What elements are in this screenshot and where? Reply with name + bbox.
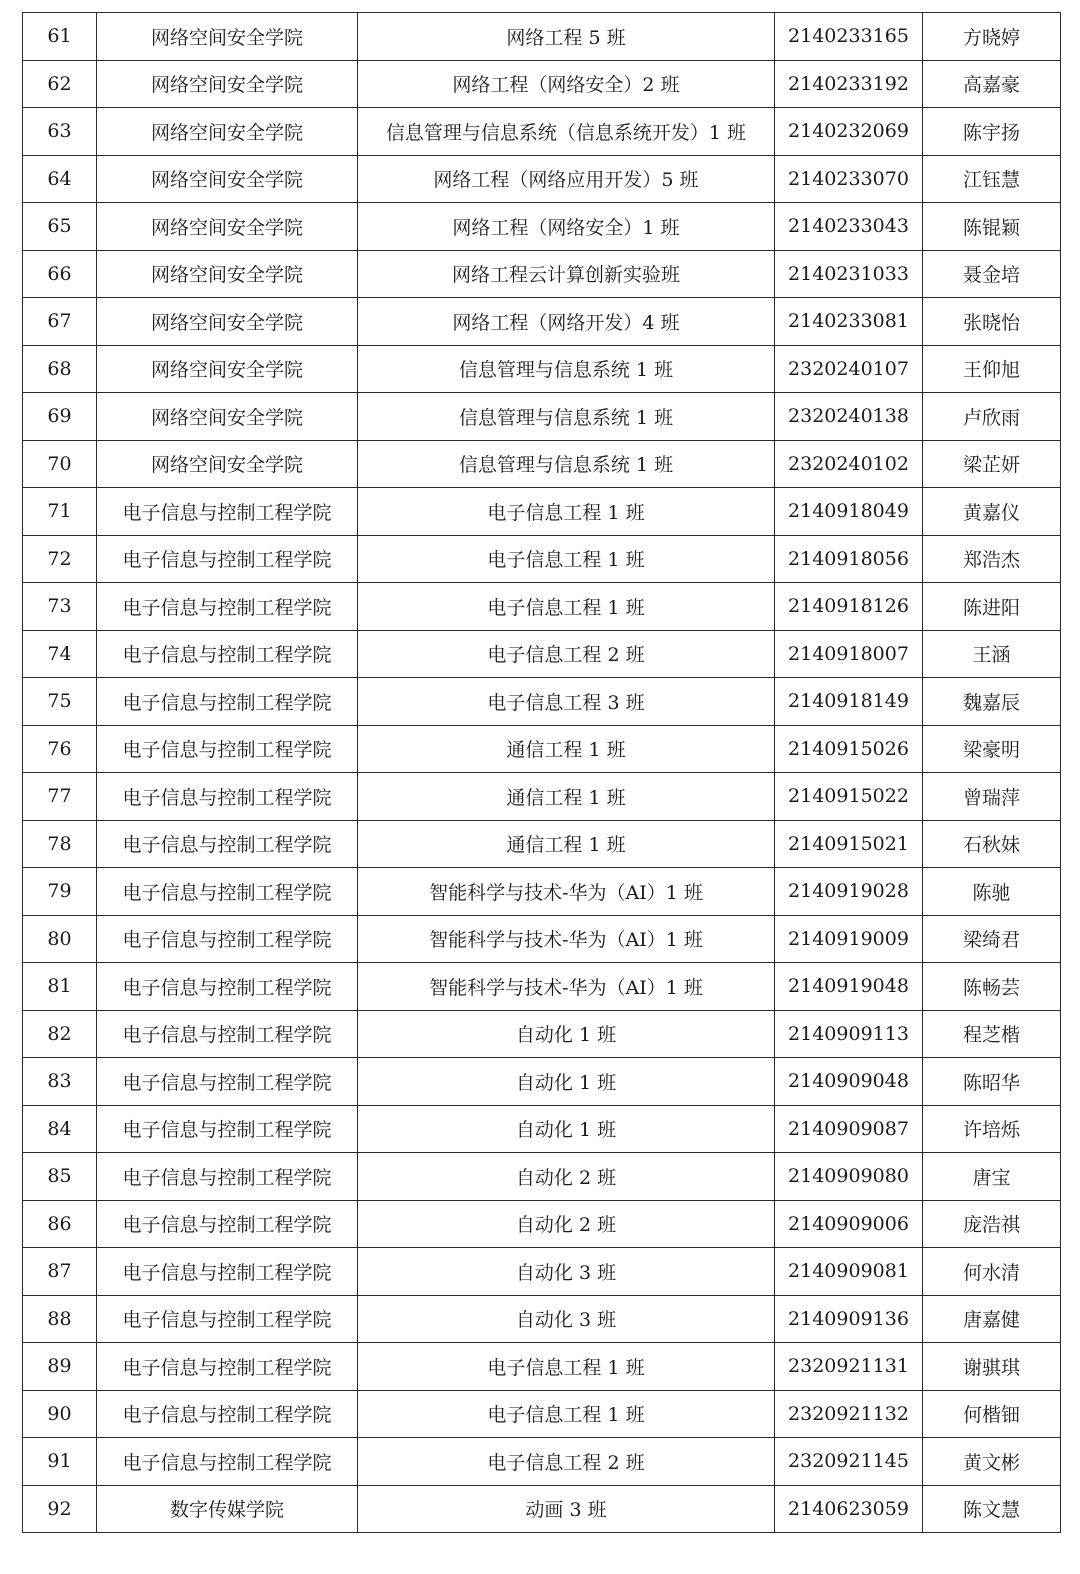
class-cell: 智能科学与技术-华为（AI）1 班 — [358, 915, 775, 963]
row-number-cell: 84 — [23, 1105, 97, 1153]
student-name-cell: 江钰慧 — [923, 155, 1061, 203]
college-cell: 网络空间安全学院 — [97, 203, 358, 251]
student-name-cell: 王仰旭 — [923, 345, 1061, 393]
class-cell: 网络工程（网络应用开发）5 班 — [358, 155, 775, 203]
row-number-cell: 73 — [23, 583, 97, 631]
student-name-cell: 程芝楷 — [923, 1010, 1061, 1058]
row-number-cell: 82 — [23, 1010, 97, 1058]
college-cell: 数字传媒学院 — [97, 1485, 358, 1533]
student-id-cell: 2140915022 — [775, 773, 923, 821]
student-id-cell: 2140233043 — [775, 203, 923, 251]
student-name-cell: 陈驰 — [923, 868, 1061, 916]
student-name-cell: 黄嘉仪 — [923, 488, 1061, 536]
row-number-cell: 89 — [23, 1343, 97, 1391]
table-row — [23, 1485, 1061, 1533]
class-cell: 信息管理与信息系统（信息系统开发）1 班 — [358, 108, 775, 156]
class-cell: 动画 3 班 — [358, 1485, 775, 1533]
class-cell: 网络工程（网络安全）1 班 — [358, 203, 775, 251]
college-cell: 电子信息与控制工程学院 — [97, 1153, 358, 1201]
class-cell: 网络工程 5 班 — [358, 13, 775, 61]
college-cell: 网络空间安全学院 — [97, 60, 358, 108]
college-cell: 电子信息与控制工程学院 — [97, 583, 358, 631]
student-id-cell: 2140915026 — [775, 725, 923, 773]
student-name-cell: 陈宇扬 — [923, 108, 1061, 156]
row-number-cell: 62 — [23, 60, 97, 108]
class-cell: 自动化 3 班 — [358, 1248, 775, 1296]
student-id-cell: 2140918149 — [775, 678, 923, 726]
row-number-cell: 81 — [23, 963, 97, 1011]
student-id-cell: 2140919009 — [775, 915, 923, 963]
row-number-cell: 68 — [23, 345, 97, 393]
table-row — [23, 1343, 1061, 1391]
class-cell: 通信工程 1 班 — [358, 820, 775, 868]
class-cell: 信息管理与信息系统 1 班 — [358, 345, 775, 393]
row-number-cell: 65 — [23, 203, 97, 251]
class-cell: 电子信息工程 2 班 — [358, 1438, 775, 1486]
college-cell: 电子信息与控制工程学院 — [97, 1438, 358, 1486]
student-id-cell: 2140918049 — [775, 488, 923, 536]
table-row — [23, 963, 1061, 1011]
table-row — [23, 1153, 1061, 1201]
table-row — [23, 1295, 1061, 1343]
class-cell: 自动化 3 班 — [358, 1295, 775, 1343]
row-number-cell: 66 — [23, 250, 97, 298]
row-number-cell: 69 — [23, 393, 97, 441]
student-id-cell: 2140233070 — [775, 155, 923, 203]
student-name-cell: 卢欣雨 — [923, 393, 1061, 441]
student-id-cell: 2140919028 — [775, 868, 923, 916]
table-row — [23, 1058, 1061, 1106]
row-number-cell: 87 — [23, 1248, 97, 1296]
student-id-cell: 2140919048 — [775, 963, 923, 1011]
row-number-cell: 80 — [23, 915, 97, 963]
row-number-cell: 79 — [23, 868, 97, 916]
student-name-cell: 梁豪明 — [923, 725, 1061, 773]
college-cell: 电子信息与控制工程学院 — [97, 868, 358, 916]
table-row — [23, 203, 1061, 251]
table-row — [23, 820, 1061, 868]
table-row — [23, 535, 1061, 583]
college-cell: 电子信息与控制工程学院 — [97, 963, 358, 1011]
student-id-cell: 2320240102 — [775, 440, 923, 488]
student-id-cell: 2320240138 — [775, 393, 923, 441]
college-cell: 电子信息与控制工程学院 — [97, 1390, 358, 1438]
row-number-cell: 76 — [23, 725, 97, 773]
student-name-cell: 张晓怡 — [923, 298, 1061, 346]
class-cell: 电子信息工程 2 班 — [358, 630, 775, 678]
table-row — [23, 1248, 1061, 1296]
student-id-cell: 2140233192 — [775, 60, 923, 108]
student-id-cell: 2140909087 — [775, 1105, 923, 1153]
college-cell: 电子信息与控制工程学院 — [97, 725, 358, 773]
class-cell: 智能科学与技术-华为（AI）1 班 — [358, 963, 775, 1011]
student-id-cell: 2140909081 — [775, 1248, 923, 1296]
college-cell: 电子信息与控制工程学院 — [97, 535, 358, 583]
table-row — [23, 678, 1061, 726]
class-cell: 自动化 1 班 — [358, 1010, 775, 1058]
table-row — [23, 298, 1061, 346]
college-cell: 电子信息与控制工程学院 — [97, 1058, 358, 1106]
table-row — [23, 488, 1061, 536]
class-cell: 电子信息工程 1 班 — [358, 488, 775, 536]
student-name-cell: 方晓婷 — [923, 13, 1061, 61]
student-name-cell: 王涵 — [923, 630, 1061, 678]
student-id-cell: 2140233165 — [775, 13, 923, 61]
table-row — [23, 630, 1061, 678]
row-number-cell: 78 — [23, 820, 97, 868]
table-row — [23, 1438, 1061, 1486]
row-number-cell: 61 — [23, 13, 97, 61]
row-number-cell: 72 — [23, 535, 97, 583]
college-cell: 网络空间安全学院 — [97, 108, 358, 156]
college-cell: 网络空间安全学院 — [97, 13, 358, 61]
table-row — [23, 1010, 1061, 1058]
table-row — [23, 250, 1061, 298]
student-name-cell: 谢骐琪 — [923, 1343, 1061, 1391]
college-cell: 电子信息与控制工程学院 — [97, 678, 358, 726]
table-row — [23, 155, 1061, 203]
college-cell: 电子信息与控制工程学院 — [97, 915, 358, 963]
student-id-cell: 2140909113 — [775, 1010, 923, 1058]
class-cell: 自动化 2 班 — [358, 1153, 775, 1201]
student-name-cell: 唐嘉健 — [923, 1295, 1061, 1343]
class-cell: 网络工程（网络开发）4 班 — [358, 298, 775, 346]
class-cell: 电子信息工程 1 班 — [358, 1390, 775, 1438]
row-number-cell: 63 — [23, 108, 97, 156]
row-number-cell: 67 — [23, 298, 97, 346]
college-cell: 网络空间安全学院 — [97, 393, 358, 441]
class-cell: 网络工程云计算创新实验班 — [358, 250, 775, 298]
table-row — [23, 868, 1061, 916]
student-id-cell: 2140623059 — [775, 1485, 923, 1533]
student-name-cell: 陈锟颖 — [923, 203, 1061, 251]
student-name-cell: 陈昭华 — [923, 1058, 1061, 1106]
student-name-cell: 曾瑞萍 — [923, 773, 1061, 821]
table-row — [23, 1200, 1061, 1248]
student-id-cell: 2140909006 — [775, 1200, 923, 1248]
row-number-cell: 92 — [23, 1485, 97, 1533]
class-cell: 电子信息工程 1 班 — [358, 535, 775, 583]
table-row — [23, 1390, 1061, 1438]
table-row — [23, 393, 1061, 441]
class-cell: 信息管理与信息系统 1 班 — [358, 393, 775, 441]
class-cell: 电子信息工程 3 班 — [358, 678, 775, 726]
college-cell: 电子信息与控制工程学院 — [97, 1200, 358, 1248]
student-name-cell: 郑浩杰 — [923, 535, 1061, 583]
student-id-cell: 2140233081 — [775, 298, 923, 346]
student-id-cell: 2140232069 — [775, 108, 923, 156]
row-number-cell: 88 — [23, 1295, 97, 1343]
student-id-cell: 2140909048 — [775, 1058, 923, 1106]
college-cell: 网络空间安全学院 — [97, 440, 358, 488]
row-number-cell: 90 — [23, 1390, 97, 1438]
student-id-cell: 2140918007 — [775, 630, 923, 678]
student-name-cell: 何楷钿 — [923, 1390, 1061, 1438]
college-cell: 电子信息与控制工程学院 — [97, 488, 358, 536]
student-name-cell: 庞浩祺 — [923, 1200, 1061, 1248]
student-name-cell: 陈进阳 — [923, 583, 1061, 631]
college-cell: 网络空间安全学院 — [97, 345, 358, 393]
college-cell: 电子信息与控制工程学院 — [97, 1295, 358, 1343]
table-row — [23, 108, 1061, 156]
row-number-cell: 71 — [23, 488, 97, 536]
table-row — [23, 13, 1061, 61]
table-row — [23, 440, 1061, 488]
student-roster-table — [22, 12, 1061, 1533]
student-id-cell: 2140918126 — [775, 583, 923, 631]
class-cell: 自动化 1 班 — [358, 1105, 775, 1153]
class-cell: 通信工程 1 班 — [358, 725, 775, 773]
student-name-cell: 石秋妹 — [923, 820, 1061, 868]
student-name-cell: 陈畅芸 — [923, 963, 1061, 1011]
student-name-cell: 魏嘉辰 — [923, 678, 1061, 726]
table-row — [23, 773, 1061, 821]
student-name-cell: 梁芷妍 — [923, 440, 1061, 488]
student-id-cell: 2140909136 — [775, 1295, 923, 1343]
student-name-cell: 黄文彬 — [923, 1438, 1061, 1486]
table-row — [23, 583, 1061, 631]
class-cell: 电子信息工程 1 班 — [358, 583, 775, 631]
college-cell: 网络空间安全学院 — [97, 298, 358, 346]
student-id-cell: 2140909080 — [775, 1153, 923, 1201]
row-number-cell: 83 — [23, 1058, 97, 1106]
row-number-cell: 85 — [23, 1153, 97, 1201]
student-id-cell: 2320921145 — [775, 1438, 923, 1486]
student-id-cell: 2320921132 — [775, 1390, 923, 1438]
table-row — [23, 1105, 1061, 1153]
student-name-cell: 陈文慧 — [923, 1485, 1061, 1533]
student-id-cell: 2140231033 — [775, 250, 923, 298]
student-name-cell: 梁绮君 — [923, 915, 1061, 963]
student-name-cell: 高嘉豪 — [923, 60, 1061, 108]
class-cell: 网络工程（网络安全）2 班 — [358, 60, 775, 108]
college-cell: 电子信息与控制工程学院 — [97, 1248, 358, 1296]
student-id-cell: 2320921131 — [775, 1343, 923, 1391]
college-cell: 电子信息与控制工程学院 — [97, 1343, 358, 1391]
table-row — [23, 915, 1061, 963]
table-row — [23, 60, 1061, 108]
class-cell: 自动化 1 班 — [358, 1058, 775, 1106]
college-cell: 电子信息与控制工程学院 — [97, 820, 358, 868]
row-number-cell: 75 — [23, 678, 97, 726]
table-row — [23, 725, 1061, 773]
college-cell: 电子信息与控制工程学院 — [97, 773, 358, 821]
student-id-cell: 2320240107 — [775, 345, 923, 393]
college-cell: 电子信息与控制工程学院 — [97, 1010, 358, 1058]
class-cell: 自动化 2 班 — [358, 1200, 775, 1248]
class-cell: 电子信息工程 1 班 — [358, 1343, 775, 1391]
roster-body — [23, 13, 1061, 1533]
student-name-cell: 聂金培 — [923, 250, 1061, 298]
table-row — [23, 345, 1061, 393]
college-cell: 网络空间安全学院 — [97, 250, 358, 298]
class-cell: 信息管理与信息系统 1 班 — [358, 440, 775, 488]
row-number-cell: 70 — [23, 440, 97, 488]
student-id-cell: 2140915021 — [775, 820, 923, 868]
college-cell: 电子信息与控制工程学院 — [97, 630, 358, 678]
row-number-cell: 86 — [23, 1200, 97, 1248]
student-name-cell: 唐宝 — [923, 1153, 1061, 1201]
row-number-cell: 74 — [23, 630, 97, 678]
row-number-cell: 64 — [23, 155, 97, 203]
class-cell: 通信工程 1 班 — [358, 773, 775, 821]
student-id-cell: 2140918056 — [775, 535, 923, 583]
student-name-cell: 许培烁 — [923, 1105, 1061, 1153]
college-cell: 网络空间安全学院 — [97, 155, 358, 203]
row-number-cell: 91 — [23, 1438, 97, 1486]
row-number-cell: 77 — [23, 773, 97, 821]
college-cell: 电子信息与控制工程学院 — [97, 1105, 358, 1153]
class-cell: 智能科学与技术-华为（AI）1 班 — [358, 868, 775, 916]
student-name-cell: 何水清 — [923, 1248, 1061, 1296]
